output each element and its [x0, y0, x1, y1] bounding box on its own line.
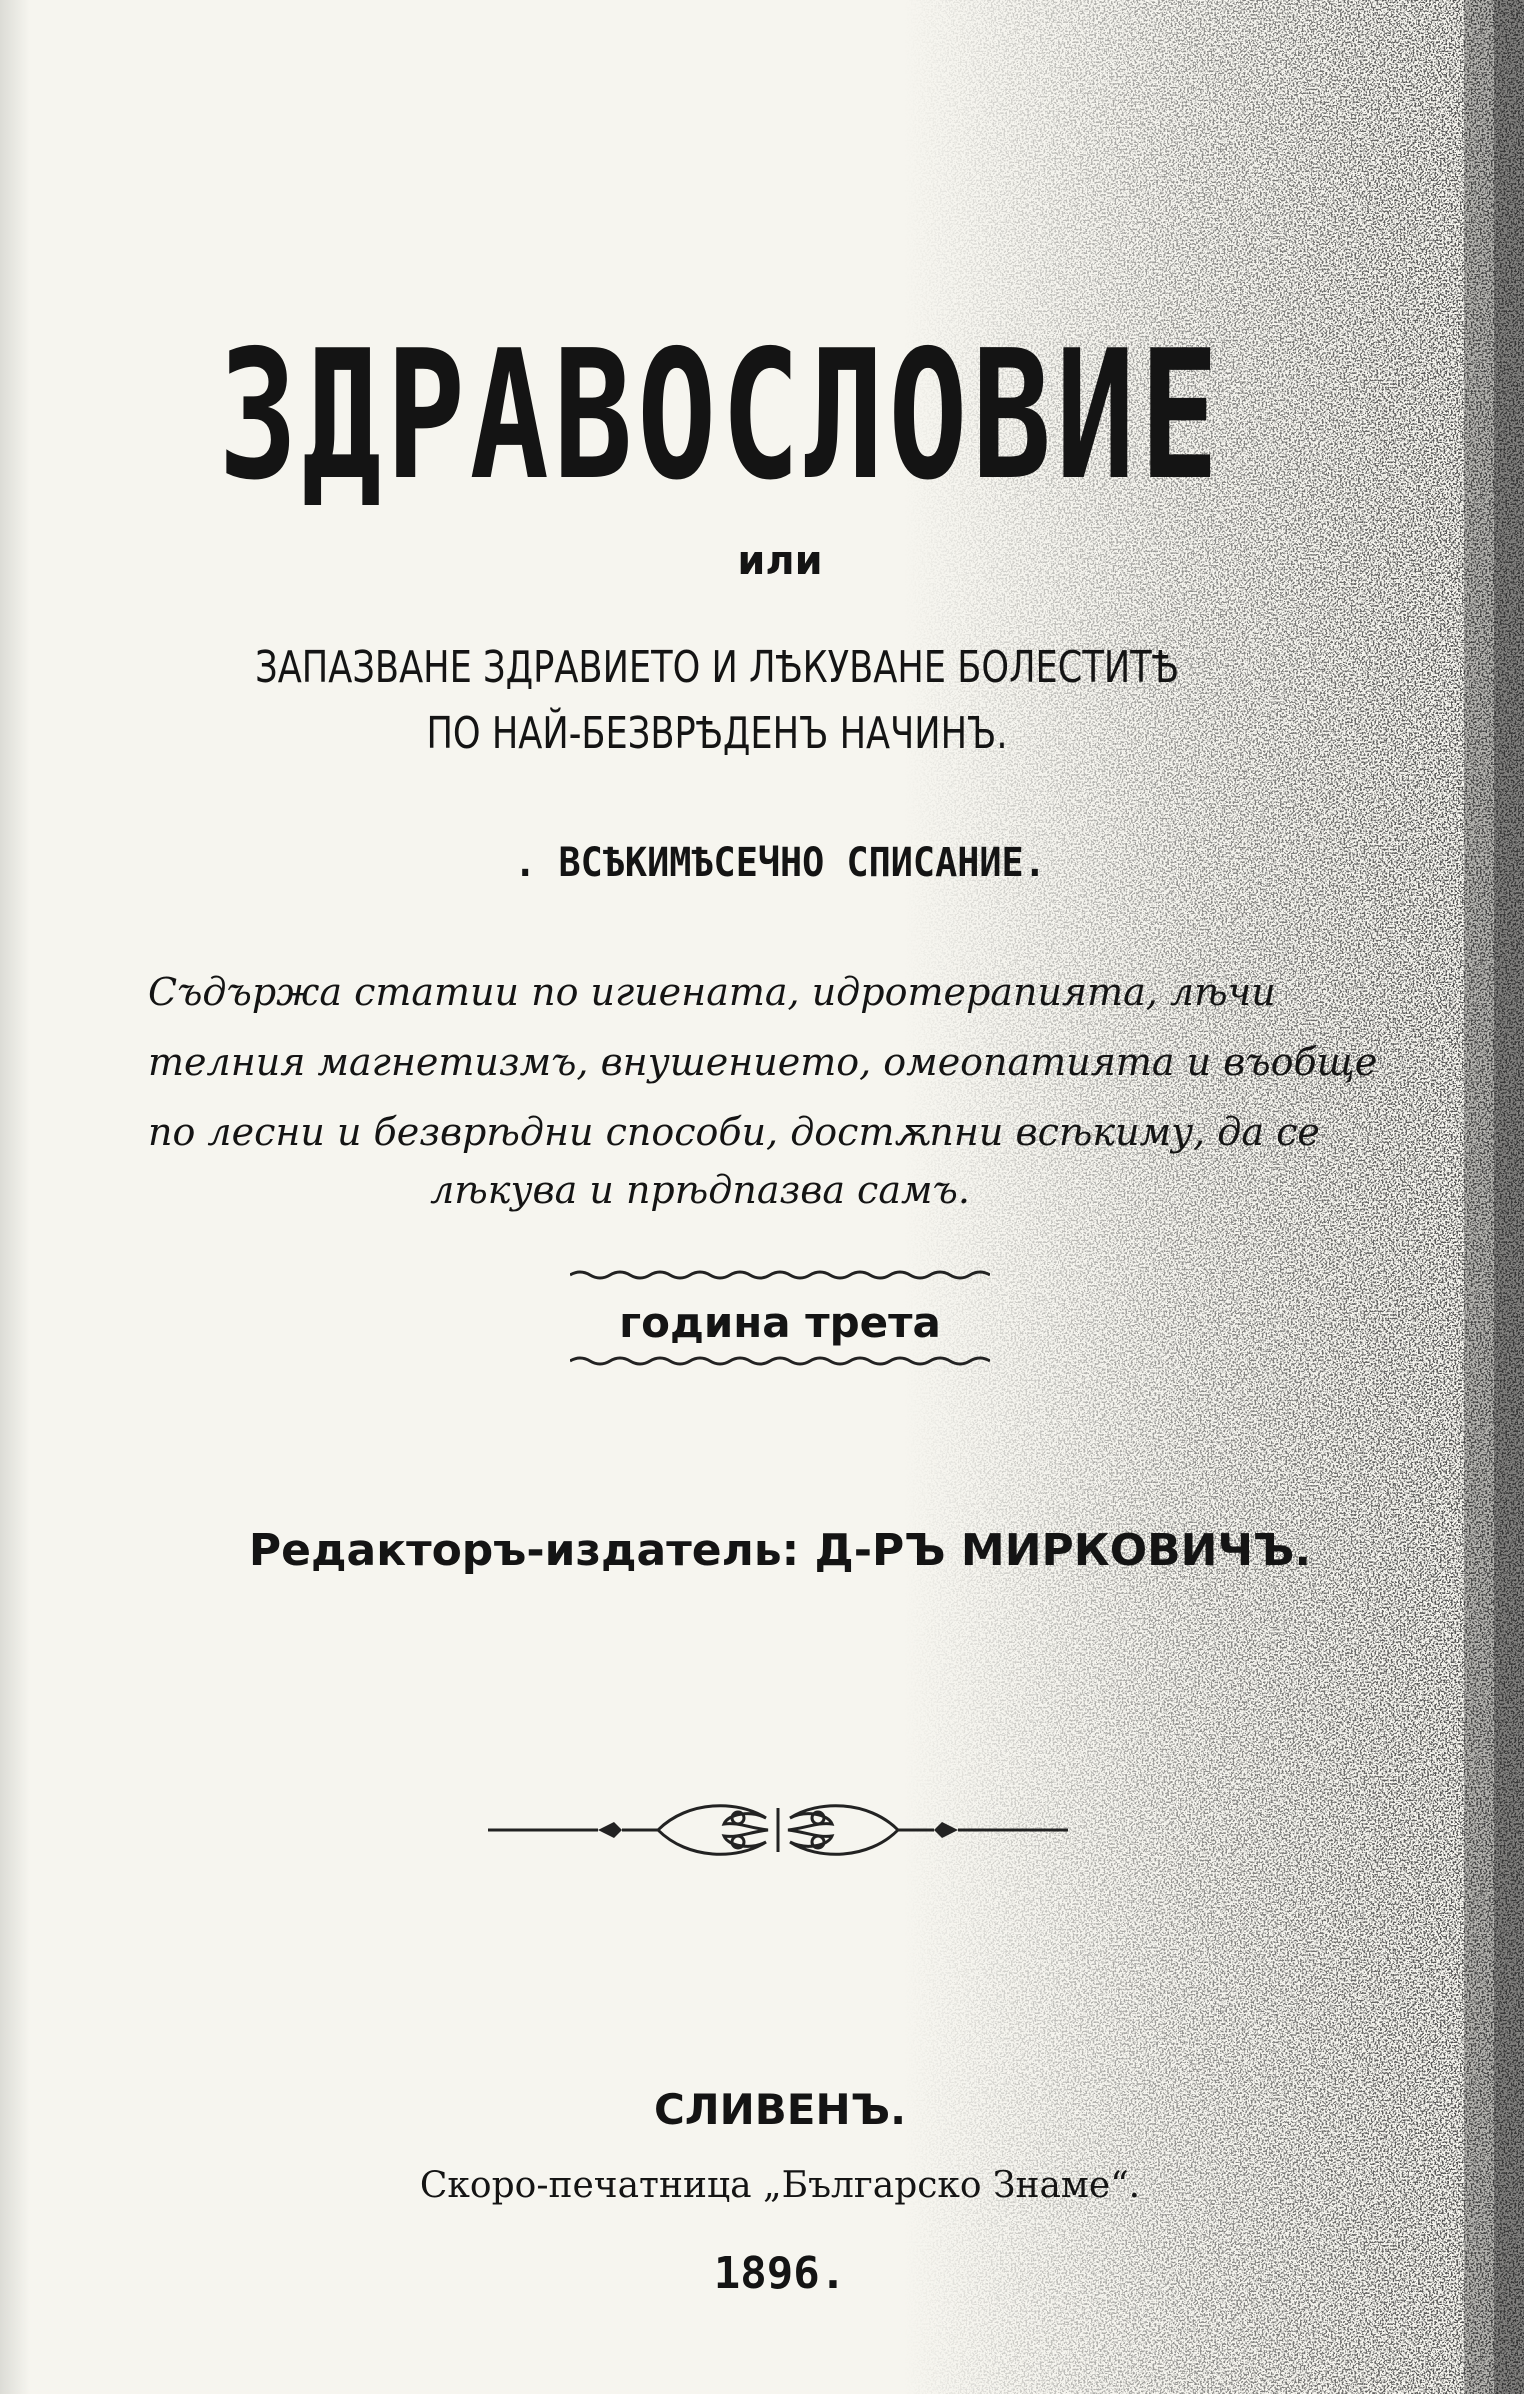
description-line-3: по лесни и безврѣдни способи, достѫпни всѣкиму, да се — [148, 1110, 1320, 1154]
description-line-4: лѣкува и прѣдпазва самъ. — [430, 1168, 970, 1212]
editor-publisher: Редакторъ-издатель: Д-РЪ МИРКОВИЧЪ. — [248, 1525, 1312, 1576]
volume-label: година трета — [619, 1298, 941, 1347]
imprint-year: 1896. — [713, 2248, 847, 2299]
title-conjunction: или — [737, 538, 823, 584]
imprint-city: СЛИВЕНЪ. — [653, 2085, 907, 2134]
subtitle-line-2: ПО НАЙ-БЕЗВРѢДЕНЪ НАЧИНЪ. — [426, 708, 1008, 759]
volume-top-rule — [570, 1268, 990, 1282]
subtitle-line-1: ЗАПАЗВАНЕ ЗДРАВИЕТО И ЛѢКУВАНЕ БОЛЕСТИТѢ — [255, 642, 1179, 693]
volume-bottom-rule — [570, 1354, 990, 1368]
description-line-2: телния магнетизмъ, внушението, омеопатията и въобще — [148, 1040, 1378, 1084]
ornament-divider-icon — [488, 1790, 1068, 1870]
periodicity-label: . ВСѢКИМѢСЕЧНО СПИСАНИЕ. — [514, 840, 1046, 886]
journal-title: ЗДРАВОСЛОВИЕ — [218, 312, 1224, 519]
imprint-printer: Скоро-печатница „Българско Знаме“. — [419, 2165, 1141, 2206]
description-line-1: Съдържа статии по игиената, идротерапията, лѣчи — [148, 970, 1276, 1014]
